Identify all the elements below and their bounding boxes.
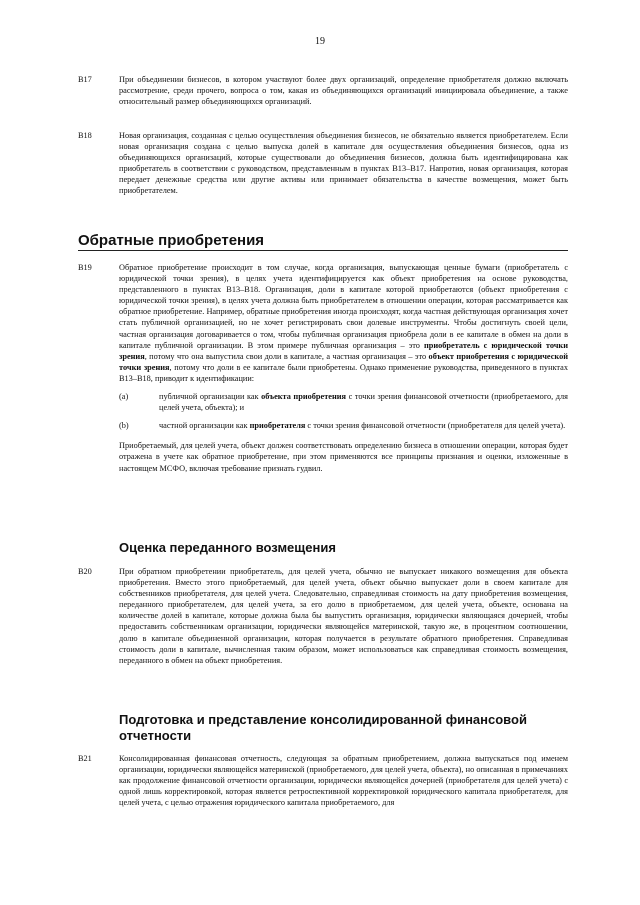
paragraph-text: Новая организация, созданная с целью осуществления объединения бизнесов, не обязательно является приобретателем. Если новая организация создана с целью выпуска долей в капитале для осуществления объединения бизнесов, одна из объединяющихся организаций, которые существовали до объединения бизнесов, должна быть идентифицирована как приобретатель в соответствии с руководством, представленным в пунктах B13–B17. Напротив, новая организация, которая передает денежные средства или другие активы или принимает обязательства в качестве возмещения, может быть приобретателем.: [119, 131, 568, 196]
text-run: частной организации как: [159, 421, 250, 431]
page-number: 19: [315, 36, 325, 47]
text-run: , потому что доли в ее капитале были приобретены. Однако применение руководства, приведенного в пунктах B13–B18, приводит к идентификации:: [119, 362, 568, 383]
paragraph-label: B20: [78, 567, 92, 576]
list-item-label: (b): [119, 421, 129, 431]
paragraph-b19: [78, 262, 568, 474]
bold-term: приобретатель с юридической точки зрения: [119, 340, 568, 361]
paragraph-label: B21: [78, 754, 92, 763]
paragraph-label: B18: [78, 131, 92, 140]
paragraph-b18: [78, 130, 568, 197]
list-item: [119, 391, 568, 413]
text-run: с точки зрения финансовой отчетности (приобретателя для целей учета).: [305, 421, 566, 431]
paragraph-b21: [78, 753, 568, 808]
paragraph-b17: [78, 74, 568, 107]
paragraph-text: Консолидированная финансовая отчетность, следующая за обратным приобретением, должна выпускаться под именем организации, юридически являющейся материнской (приобретаемого, для целей учета, объекта), но описанная в примечаниях как продолжение финансовой отчетности организации, юридически являющейся дочерней (приобретателя для целей учета) с одной лишь корректировкой, которая является ретроспективной корректировкой юридического капитала приобретателя, для целей учета, с целью отражения юридического капитала приобретаемого, для: [119, 754, 568, 808]
paragraph-label: B17: [78, 75, 92, 84]
bold-term: объект приобретения с юридической точки зрения: [119, 351, 569, 372]
text-run: публичной организации как: [159, 392, 262, 402]
section-heading-consideration: Оценка переданного возмещения: [119, 540, 336, 555]
text-run: Обратное приобретение происходит в том случае, когда организация, выпускающая ценные бумаги (приобретатель с юридической точки зрения), в целях учета идентифицируется как объект приобретения на основе руководства, представленного в пунктах B13–B18. Организация, доли в капитале которой приобретаются (объект приобретения с юридической точки зрения), в целях учета должна быть приобретателем в отношении операции, которая рассматривается как обратное приобретение. Например, обратные приобретения иногда происходят, когда частная действующая организация хочет стать публичной организацией, но не хочет регистрировать свои долевые инструменты. Чтобы достигнуть своей цели, частная организация договаривается о том, чтобы публичная организация приобрела доли в ее капитале в обмен на доли в капитале публичной организации. В этом примере публичная организация – это: [119, 263, 568, 350]
bold-term: объекта приобретения: [261, 392, 346, 402]
bold-term: приобретателя: [249, 421, 306, 431]
paragraph-text: При обратном приобретении приобретатель, для целей учета, обычно не выпускает никакого возмещения для объекта приобретения. Вместо этого приобретаемый, для целей учета, объект обычно выпускает доли в своем капитале для собственников приобретателя, для целей учета. Следовательно, справедливая стоимость на дату приобретения возмещения, переданного приобретателем, для целей учета, за его долю в приобретаемом, для целей учета, объекте, основана на количестве долей в капитале, которые должна была бы выпустить организация, юридически являющаяся дочерней, чтобы предоставить собственникам организации, юридически являющейся материнской, такую же, в процентном соотношении, долю в капитале объединенной организации, которая получается в результате обратного приобретения. Справедливая стоимость доли в капитале, вычисленная таким образом, может использоваться как справедливая стоимость возмещения, переданного в обмен на объект приобретения.: [119, 567, 568, 665]
list-item-label: (a): [119, 392, 129, 402]
section-heading-reverse-acquisitions: Обратные приобретения: [78, 232, 568, 251]
paragraph-continuation: Приобретаемый, для целей учета, объект должен соответствовать определению бизнеса в отношении операции, которая будет отражена в учете как обратное приобретение, при этом применяются все принципы признания и оценки, изложенные в настоящем МСФО, включая требование признать гудвил.: [119, 441, 568, 473]
list-item-text: [159, 420, 568, 431]
list-item-text: [159, 391, 568, 413]
text-run: с точки зрения финансовой отчетности (приобретаемого, для целей учета, объекта); и: [159, 392, 568, 413]
section-heading-consolidated: Подготовка и представление консолидированной финансовой отчетности: [119, 712, 527, 743]
paragraph-b20: [78, 566, 568, 666]
list-item: [119, 420, 568, 431]
paragraph-label: B19: [78, 263, 92, 272]
text-run: , потому что она выпустила свои доли в капитале, а частная организация – это: [144, 351, 429, 361]
paragraph-text: При объединении бизнесов, в котором участвуют более двух организаций, определение приобретателя должно включать рассмотрение, среди прочего, вопроса о том, какая из объединяющихся организаций инициировала объединение, а также относительный размер объединяющихся организаций.: [119, 75, 568, 107]
paragraph-text: [119, 262, 568, 384]
